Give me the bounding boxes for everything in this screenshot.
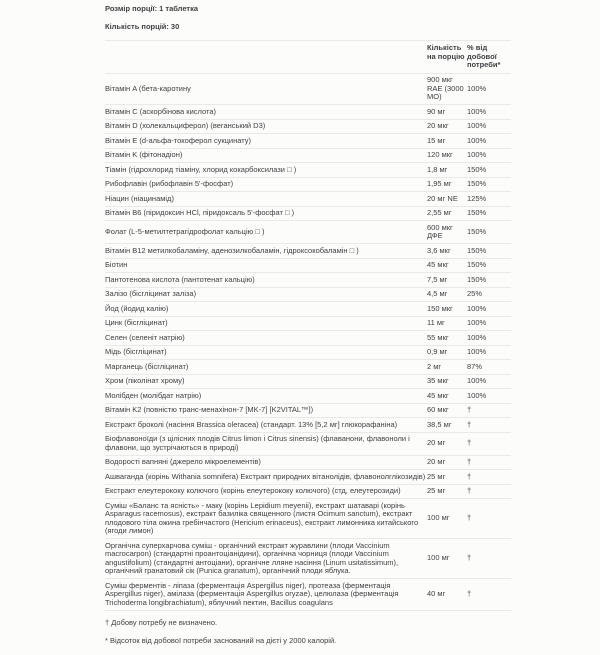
ingredient-daily-value: † <box>467 418 511 433</box>
ingredient-amount: 2,55 мг <box>427 206 467 221</box>
ingredient-amount: 1,8 мг <box>427 163 467 178</box>
ingredient-name: Фолат (L-5-метилтетрагідрофолат кальцію □ ) <box>105 221 427 244</box>
table-row <box>105 389 511 404</box>
ingredient-name: Рибофлавін (рибофлавін 5'-фосфат) <box>105 177 427 192</box>
ingredient-daily-value: 100% <box>467 389 511 404</box>
ingredient-column-header <box>105 41 427 74</box>
ingredient-name: Хром (піколінат хрому) <box>105 374 427 389</box>
ingredient-daily-value: 100% <box>467 73 511 105</box>
ingredient-daily-value: 150% <box>467 273 511 288</box>
serving-size-label: Розмір порції: <box>105 4 158 13</box>
ingredient-amount: 20 мг <box>427 432 467 455</box>
ingredient-name: Мідь (бісгліцинат) <box>105 345 427 360</box>
ingredient-amount: 45 мкг <box>427 258 467 273</box>
table-row <box>105 206 511 221</box>
ingredient-daily-value: 100% <box>467 105 511 120</box>
ingredient-amount: 1,95 мг <box>427 177 467 192</box>
ingredient-amount: 20 мкг <box>427 119 467 134</box>
ingredient-name: Вітамін K2 (повністю транс-менахінон-7 [MK-7] [K2VITAL™]) <box>105 403 427 418</box>
ingredient-amount: 3,6 мкг <box>427 244 467 259</box>
ingredient-daily-value: † <box>467 539 511 579</box>
ingredient-daily-value: † <box>467 432 511 455</box>
supplement-table-body <box>105 73 511 610</box>
table-row <box>105 360 511 375</box>
table-row <box>105 258 511 273</box>
ingredient-daily-value: 87% <box>467 360 511 375</box>
ingredient-name: Вітамін E (d-альфа-токоферол сукцинату) <box>105 134 427 149</box>
ingredient-daily-value: 125% <box>467 192 511 207</box>
ingredient-amount: 2 мг <box>427 360 467 375</box>
ingredient-daily-value: 100% <box>467 331 511 346</box>
ingredient-daily-value: 150% <box>467 258 511 273</box>
ingredient-amount: 11 мг <box>427 316 467 331</box>
ingredient-name: Органічна суперхарчова суміш - органічний екстракт журавлини (плоди Vaccinium macrocarpon) (стандартні проантоціанідини), органічна чорниця (плоди Vaccinium angustifolium) (стандартні антоціани), органічне лляне насіння (Linum usitatissimum), органічний гранатовий сік (Punica granatum), органічний плоди яблука. <box>105 539 427 579</box>
footnote-dv-not-established: † Добову потребу не визначено. <box>105 617 218 627</box>
table-header-row <box>105 41 511 74</box>
ingredient-amount: 120 мкг <box>427 148 467 163</box>
table-row <box>105 331 511 346</box>
ingredient-name: Екстракт елеутерококу колючого (корінь елеутерококу колючого) (стд, елеутерозиди) <box>105 484 427 499</box>
ingredient-name: Молібден (молібдат натрію) <box>105 389 427 404</box>
table-row <box>105 374 511 389</box>
table-row <box>105 316 511 331</box>
serving-size-value: 1 таблетка <box>159 4 199 13</box>
ingredient-amount: 600 мкг ДФЕ <box>427 221 467 244</box>
ingredient-amount: 55 мкг <box>427 331 467 346</box>
table-row <box>105 73 511 105</box>
ingredient-amount: 20 мг <box>427 455 467 470</box>
table-row <box>105 539 511 579</box>
ingredient-daily-value: 100% <box>467 148 511 163</box>
ingredient-name: Суміш ферментів - ліпаза (ферментація Aspergillus niger), протеаза (ферментація Aspergillus niger), амілаза (ферментація Aspergillus oryzae), целюлаза (ферментація Trichoderma longibrachiatum), яблучний пектин, Bacillus coagulans <box>105 579 427 611</box>
ingredient-amount: 900 мкг RAE (3000 МО) <box>427 73 467 105</box>
ingredient-daily-value: 100% <box>467 302 511 317</box>
footnotes <box>105 618 511 646</box>
daily-value-column-header: % від добової потреби* <box>467 41 511 74</box>
table-row <box>105 302 511 317</box>
supplement-table <box>105 40 511 611</box>
ingredient-amount: 20 мг NE <box>427 192 467 207</box>
ingredient-daily-value: † <box>467 455 511 470</box>
ingredient-daily-value: † <box>467 579 511 611</box>
ingredient-name: Вітамін B6 (піридоксин HCl, піридоксаль 5'-фосфат □ ) <box>105 206 427 221</box>
ingredient-amount: 38,5 мг <box>427 418 467 433</box>
ingredient-amount: 90 мг <box>427 105 467 120</box>
ingredient-daily-value: † <box>467 403 511 418</box>
table-row <box>105 418 511 433</box>
table-row <box>105 287 511 302</box>
ingredient-name: Ашваганда (корінь Withania somnifera) Екстракт природних вітанолідів, флавонолглікозидів) <box>105 470 427 485</box>
ingredient-name: Біофлавоноїди (з цілісних плодів Citrus limon і Citrus sinensis) (флаванони, флавоноли і флавони, що зустрічаються в природі) <box>105 432 427 455</box>
ingredient-daily-value: 150% <box>467 206 511 221</box>
ingredient-amount: 40 мг <box>427 579 467 611</box>
table-row <box>105 403 511 418</box>
ingredient-name: Вітамін K (фітонадіон) <box>105 148 427 163</box>
ingredient-amount: 25 мг <box>427 484 467 499</box>
ingredient-daily-value: 150% <box>467 177 511 192</box>
table-row <box>105 470 511 485</box>
ingredient-daily-value: 100% <box>467 134 511 149</box>
table-row <box>105 345 511 360</box>
ingredient-amount: 150 мкг <box>427 302 467 317</box>
ingredient-daily-value: † <box>467 470 511 485</box>
ingredient-daily-value: † <box>467 499 511 539</box>
supplement-facts-panel <box>105 4 511 655</box>
ingredient-amount: 45 мкг <box>427 389 467 404</box>
ingredient-name: Вітамін D (холекальциферол) (веганський D3) <box>105 119 427 134</box>
ingredient-daily-value: 150% <box>467 163 511 178</box>
servings-per-container-line <box>105 22 511 31</box>
ingredient-amount: 0,9 мг <box>427 345 467 360</box>
ingredient-name: Йод (йодид калію) <box>105 302 427 317</box>
table-row <box>105 579 511 611</box>
table-row <box>105 163 511 178</box>
table-row <box>105 148 511 163</box>
ingredient-name: Вітамін B12 метилкобаламіну, аденозилкобаламін, гідроксокобаламін □ ) <box>105 244 427 259</box>
ingredient-name: Залізо (бісгліцинат заліза) <box>105 287 427 302</box>
ingredient-name: Ніацин (ніацинамід) <box>105 192 427 207</box>
ingredient-name: Тіамін (гідрохлорид тіаміну, хлорид кокарбоксилази □ ) <box>105 163 427 178</box>
ingredient-name: Вітамін A (бета-каротину <box>105 73 427 105</box>
table-row <box>105 134 511 149</box>
ingredient-amount: 4,5 мг <box>427 287 467 302</box>
amount-per-serving-column-header: Кількість на порцію <box>427 41 467 74</box>
ingredient-name: Водорості вапняні (джерело мікроелементів) <box>105 455 427 470</box>
ingredient-name: Пантотенова кислота (пантотенат кальцію) <box>105 273 427 288</box>
ingredient-amount: 15 мг <box>427 134 467 149</box>
ingredient-amount: 60 мкг <box>427 403 467 418</box>
ingredient-daily-value: 100% <box>467 345 511 360</box>
serving-size-line <box>105 4 511 13</box>
ingredient-amount: 35 мкг <box>427 374 467 389</box>
ingredient-daily-value: 150% <box>467 221 511 244</box>
table-row <box>105 105 511 120</box>
ingredient-name: Суміш «Баланс та ясність» - маку (корінь Lepidium meyenii), екстракт шатаварі (корінь Asparagus racemosus), екстракт базиліка священного (листя Ocimum sanctum), екстракт плодового тіла ожина гребінчастого (Hericium erinaceus), екстракт лимонника китайського (ягоди лимон) <box>105 499 427 539</box>
table-row <box>105 484 511 499</box>
servings-label: Кількість порцій: <box>105 22 169 31</box>
table-row <box>105 119 511 134</box>
footnote-percent-dv-basis: * Відсоток від добової потреби заснований на дієті у 2000 калорій. <box>105 636 337 645</box>
ingredient-daily-value: 100% <box>467 374 511 389</box>
ingredient-name: Екстракт броколі (насіння Brassica oleracea) (стандарт. 13% [5,2 мг] глюкорафаніна) <box>105 418 427 433</box>
ingredient-name: Цинк (бісгліцинат) <box>105 316 427 331</box>
table-row <box>105 273 511 288</box>
table-row <box>105 221 511 244</box>
ingredient-amount: 25 мг <box>427 470 467 485</box>
ingredient-amount: 100 мг <box>427 539 467 579</box>
ingredient-name: Біотин <box>105 258 427 273</box>
table-row <box>105 244 511 259</box>
ingredient-daily-value: 25% <box>467 287 511 302</box>
ingredient-daily-value: 100% <box>467 316 511 331</box>
ingredient-name: Марганець (бісгліцинат) <box>105 360 427 375</box>
ingredient-daily-value: 150% <box>467 244 511 259</box>
ingredient-daily-value: † <box>467 484 511 499</box>
table-row <box>105 432 511 455</box>
table-row <box>105 192 511 207</box>
ingredient-amount: 100 мг <box>427 499 467 539</box>
table-row <box>105 499 511 539</box>
ingredient-name: Вітамін C (аскорбінова кислота) <box>105 105 427 120</box>
ingredient-name: Селен (селеніт натрію) <box>105 331 427 346</box>
ingredient-daily-value: 100% <box>467 119 511 134</box>
table-row <box>105 177 511 192</box>
servings-value: 30 <box>170 22 180 31</box>
table-row <box>105 455 511 470</box>
ingredient-amount: 7,5 мг <box>427 273 467 288</box>
